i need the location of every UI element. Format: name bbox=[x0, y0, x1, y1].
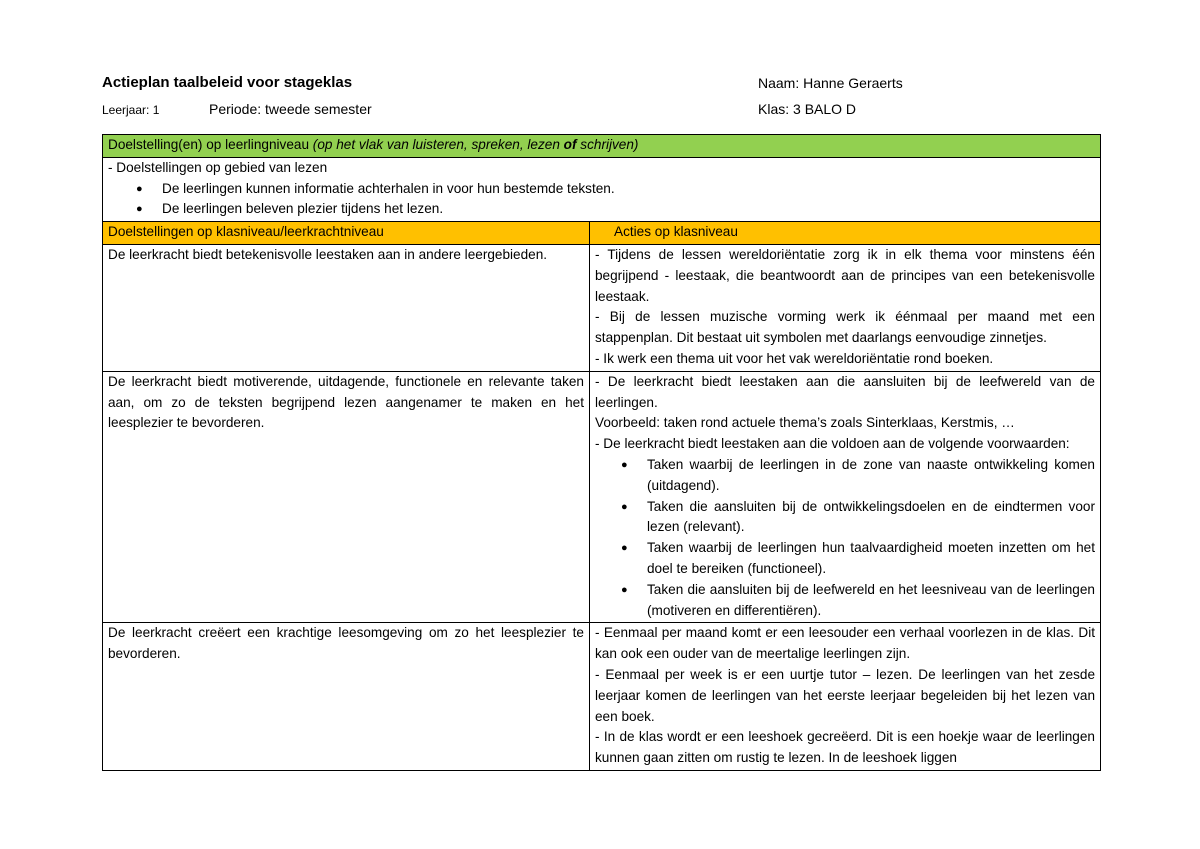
leerling-goals-cell bbox=[103, 157, 1101, 221]
naam-label: Naam: Hanne Geraerts bbox=[758, 75, 903, 91]
action-line: - Eenmaal per maand komt er een leesouder een verhaal voorlezen in de klas. Dit kan ook een ouder van de meertalige leerlingen zijn. bbox=[595, 625, 1095, 662]
column-header-klasniveau: Doelstellingen op klasniveau/leerkrachtniveau bbox=[103, 222, 590, 245]
heading-italic-text: (op het vlak van luisteren, spreken, lezen bbox=[312, 137, 564, 152]
action-line: - Bij de lessen muzische vorming werk ik éénmaal per maand met een stappenplan. Dit bestaat uit symbolen met daarlangs eenvoudige zinnetjes. bbox=[595, 309, 1095, 346]
heading-bold-italic-text: of bbox=[563, 137, 577, 152]
heading-main-text: Doelstelling(en) op leerlingniveau bbox=[108, 137, 313, 152]
leerjaar-label: Leerjaar: 1 bbox=[102, 103, 160, 117]
column-header-acties bbox=[590, 222, 1101, 245]
action-bullet: ● Taken waarbij de leerlingen hun taalvaardigheid moeten inzetten om het doel te bereiken (functioneel). bbox=[647, 538, 1095, 580]
action-bullet: ● Taken waarbij de leerlingen in de zone van naaste ontwikkeling komen (uitdagend). bbox=[647, 455, 1095, 497]
goal-bullet: ● De leerlingen beleven plezier tijdens het lezen. bbox=[162, 199, 1095, 220]
heading-italic-end-text: schrijven) bbox=[576, 137, 639, 152]
row-goal-cell: De leerkracht biedt motiverende, uitdagende, functionele en relevante taken aan, om zo de teksten begrijpend lezen aangenamer te maken en het leesplezier te bevorderen. bbox=[103, 371, 590, 623]
action-bullet: ● Taken die aansluiten bij de leefwereld en het leesniveau van de leerlingen (motiveren en differentiëren). bbox=[647, 580, 1095, 622]
column-header-acties-label: Acties op klasniveau bbox=[614, 224, 738, 240]
document-title: Actieplan taalbeleid voor stageklas bbox=[102, 74, 353, 91]
action-line: - Eenmaal per week is er een uurtje tutor – lezen. De leerlingen van het zesde leerjaar komen de leerlingen van het eerste leerjaar begeleiden bij het lezen van een boek. bbox=[595, 666, 1095, 724]
action-plan-table bbox=[102, 134, 1101, 771]
periode-label: Periode: tweede semester bbox=[209, 101, 372, 117]
goal-bullet: ● De leerlingen kunnen informatie achterhalen in voor hun bestemde teksten. bbox=[162, 179, 1095, 200]
action-line: - De leerkracht biedt leestaken aan die voldoen aan de volgende voorwaarden: bbox=[595, 436, 1070, 452]
row-actions-cell bbox=[590, 623, 1101, 771]
section-heading-leerlingniveau bbox=[103, 135, 1101, 158]
row-actions-cell bbox=[590, 371, 1101, 623]
action-line: - In de klas wordt er een leeshoek gecreëerd. Dit is een hoekje waar de leerlingen kunnen gaan zitten om rustig te lezen. In de leeshoek liggen bbox=[595, 729, 1095, 766]
goals-intro: - Doelstellingen op gebied van lezen bbox=[108, 159, 328, 175]
action-line: - De leerkracht biedt leestaken aan die aansluiten bij de leefwereld van de leerlingen. bbox=[595, 373, 1095, 410]
row-goal-cell: De leerkracht biedt betekenisvolle leestaken aan in andere leergebieden. bbox=[103, 244, 590, 371]
action-line: - Tijdens de lessen wereldoriëntatie zorg ik in elk thema voor minstens één begrijpend - leestaak, die beantwoordt aan de principes van een betekenisvolle leestaak. bbox=[595, 246, 1095, 304]
row-actions-cell bbox=[590, 244, 1101, 371]
action-line: Voorbeeld: taken rond actuele thema’s zoals Sinterklaas, Kerstmis, … bbox=[595, 415, 1015, 431]
row-goal-cell: De leerkracht creëert een krachtige leesomgeving om zo het leesplezier te bevorderen. bbox=[103, 623, 590, 771]
klas-label: Klas: 3 BALO D bbox=[758, 101, 857, 117]
action-bullet: ● Taken die aansluiten bij de ontwikkelingsdoelen en de eindtermen voor lezen (relevant). bbox=[647, 497, 1095, 539]
action-line: - Ik werk een thema uit voor het vak wereldoriëntatie rond boeken. bbox=[595, 350, 994, 366]
